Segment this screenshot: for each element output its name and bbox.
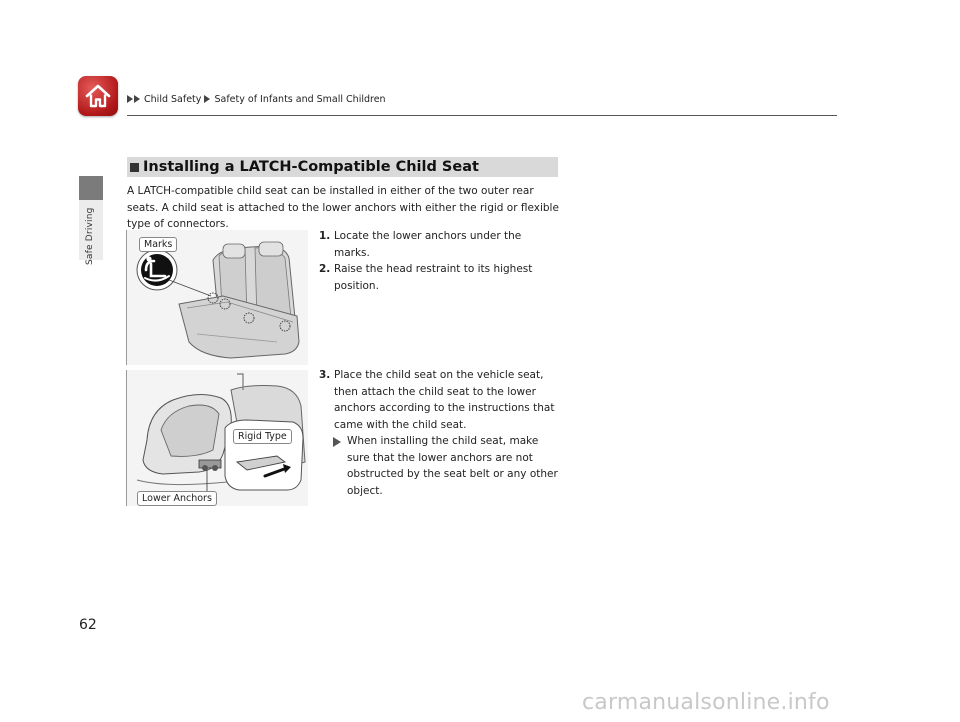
section-side-label: Safe Driving <box>85 207 95 265</box>
header-divider <box>127 115 837 116</box>
breadcrumb-arrow-icon <box>204 95 210 103</box>
child-seat-anchors-figure <box>126 370 308 506</box>
breadcrumb-arrow-icon <box>134 95 140 103</box>
steps-list-top <box>319 228 559 294</box>
step-text: Locate the lower anchors under the marks. <box>334 230 522 259</box>
home-button[interactable] <box>78 76 118 116</box>
step-note <box>319 433 559 499</box>
rear-seat-marks-figure <box>126 230 308 365</box>
step-number: 2. <box>319 263 331 275</box>
step-item <box>319 367 559 433</box>
intro-paragraph: A LATCH-compatible child seat can be installed in either of the two outer rear seats. A child seat is attached to the lower anchors with either the rigid or flexible type of connectors. <box>127 185 559 230</box>
note-arrow-icon <box>333 437 341 447</box>
step-number: 1. <box>319 230 331 242</box>
page-number: 62 <box>79 617 97 633</box>
breadcrumb-item-child-safety[interactable]: Child Safety <box>144 94 202 105</box>
lower-anchors-label: Lower Anchors <box>137 491 217 506</box>
watermark-text: carmanualsonline.info <box>582 690 830 715</box>
breadcrumb-arrow-icon <box>127 95 133 103</box>
breadcrumb-item-infant-safety[interactable]: Safety of Infants and Small Children <box>214 94 386 105</box>
steps-list-bottom <box>319 367 559 499</box>
step-item <box>319 261 559 294</box>
step-item <box>319 228 559 261</box>
home-icon <box>84 82 112 110</box>
step-number: 3. <box>319 369 331 381</box>
rigid-type-label: Rigid Type <box>233 429 292 444</box>
note-text: When installing the child seat, make sure that the lower anchors are not obstructed by the seat belt or any other object. <box>347 435 558 497</box>
section-title: Installing a LATCH-Compatible Child Seat <box>143 159 479 175</box>
section-heading <box>127 157 558 177</box>
step-text: Raise the head restraint to its highest position. <box>334 263 533 292</box>
breadcrumb <box>127 94 386 105</box>
heading-square-icon <box>130 163 139 172</box>
step-text: Place the child seat on the vehicle seat, then attach the child seat to the lower anchors according to the instructions that came with the child seat. <box>334 369 555 431</box>
section-tab <box>79 176 103 200</box>
marks-label: Marks <box>139 237 177 252</box>
